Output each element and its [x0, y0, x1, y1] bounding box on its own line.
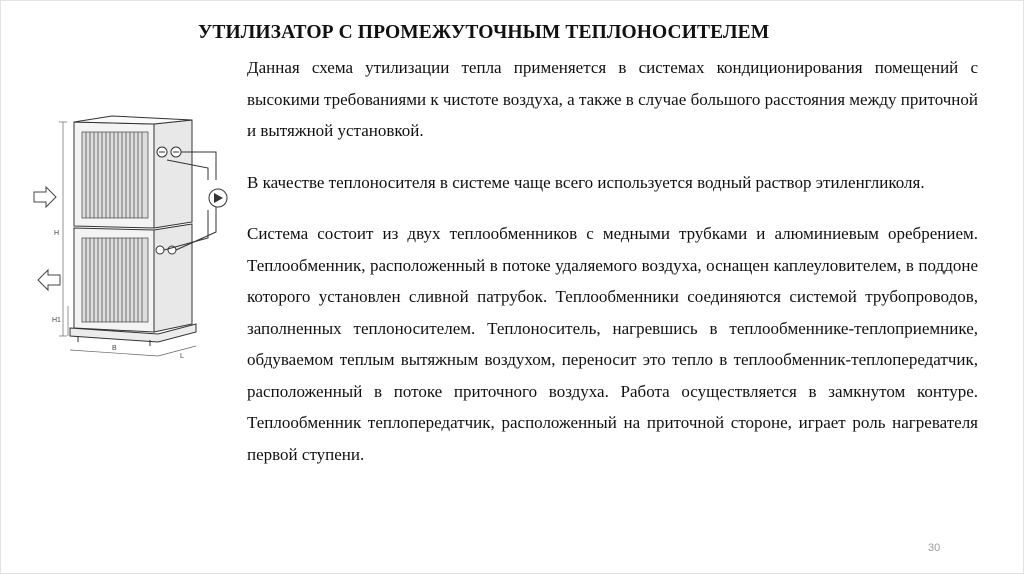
- upper-unit: [74, 116, 192, 228]
- slide-title: УТИЛИЗАТОР С ПРОМЕЖУТОЧНЫМ ТЕПЛОНОСИТЕЛЕМ: [198, 22, 770, 43]
- exhaust-air-arrow: [38, 270, 60, 290]
- slide-body: [247, 52, 978, 470]
- dimension-base-height-label: H1: [52, 317, 61, 324]
- supply-air-arrow: [34, 187, 56, 207]
- paragraph-2: В качестве теплоносителя в системе чаще всего используется водный раствор этиленгликоля.: [247, 172, 925, 192]
- page-number: 30: [928, 542, 941, 554]
- dimension-width-label: B: [112, 345, 117, 352]
- heat-recovery-unit-diagram: [30, 110, 255, 360]
- paragraph-1: Данная схема утилизации тепла применяется в системах кондиционирования помещений с высокими требованиями к чистоте воздуха, а также в случае большого расстояния между приточной и вытяжной установкой.: [247, 58, 978, 140]
- dimension-depth-label: L: [180, 353, 184, 360]
- paragraph-3: Система состоит из двух теплообменников с медными трубками и алюминиевым оребрением. Теплообменник, расположенный в потоке удаляемого воздуха, оснащен каплеуловителем, в поддоне которого установлен сливной патрубок. Теплообменники соединяются системой трубопроводов, заполненных теплоносителем. Теплоноситель, нагревшись в теплообменнике-теплоприемнике, обдуваемом теплым вытяжным воздухом, переносит это тепло в теплообменник-теплопередатчик, расположенный в потоке приточного воздуха. Работа осуществляется в замкнутом контуре. Теплообменник теплопередатчик, расположенный на приточной стороне, играет роль нагревателя первой ступени.: [247, 224, 978, 464]
- lower-unit: [70, 224, 196, 346]
- dimension-height-label: H: [54, 230, 60, 237]
